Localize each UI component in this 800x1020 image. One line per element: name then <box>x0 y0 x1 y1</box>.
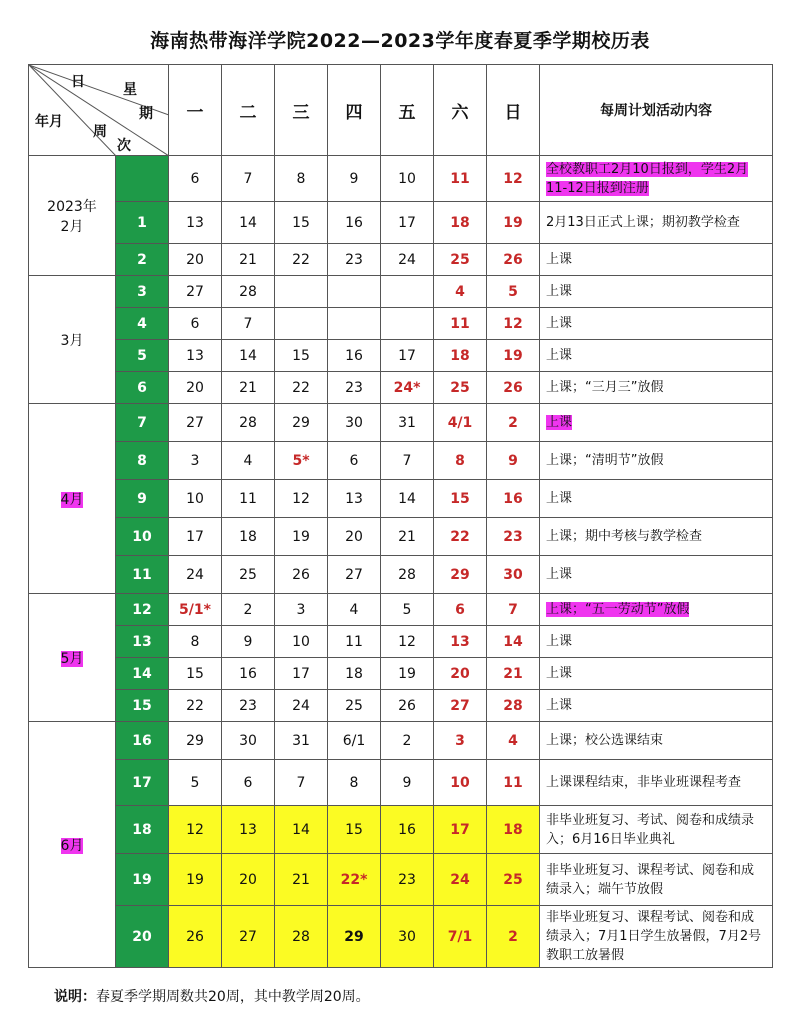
date-cell-wed: 19 <box>275 518 328 556</box>
date-cell-fri: 10 <box>381 156 434 202</box>
date-cell-fri: 28 <box>381 556 434 594</box>
date-cell-mon: 8 <box>169 626 222 658</box>
date-cell-sat: 17 <box>434 806 487 854</box>
date-cell-sat: 8 <box>434 442 487 480</box>
corner-header <box>29 65 169 156</box>
date-cell-mon: 13 <box>169 202 222 244</box>
activity-text: 非毕业班复习、课程考试、阅卷和成绩录入；7月1日学生放暑假，7月2号教职工放暑假 <box>546 910 762 963</box>
date-cell-wed <box>275 276 328 308</box>
activity-cell <box>540 760 773 806</box>
date-cell-fri: 7 <box>381 442 434 480</box>
date-cell-tue: 9 <box>222 626 275 658</box>
week-number-cell: 8 <box>116 442 169 480</box>
activity-text: 上课 <box>546 698 573 713</box>
activity-cell <box>540 594 773 626</box>
activity-text: 上课；期中考核与教学检查 <box>546 529 703 544</box>
date-cell-thu: 6 <box>328 442 381 480</box>
day-header-mon: 一 <box>169 65 222 156</box>
date-cell-sun: 9 <box>487 442 540 480</box>
date-cell-wed: 29 <box>275 404 328 442</box>
table-row <box>29 276 773 308</box>
date-cell-tue: 21 <box>222 244 275 276</box>
week-number-cell: 7 <box>116 404 169 442</box>
date-cell-wed: 21 <box>275 854 328 906</box>
date-cell-mon: 10 <box>169 480 222 518</box>
date-cell-thu: 4 <box>328 594 381 626</box>
date-cell-sun: 7 <box>487 594 540 626</box>
week-number-cell <box>116 156 169 202</box>
week-number-cell: 10 <box>116 518 169 556</box>
table-row <box>29 854 773 906</box>
month-cell <box>29 594 116 722</box>
date-cell-tue: 30 <box>222 722 275 760</box>
date-cell-fri: 16 <box>381 806 434 854</box>
month-cell <box>29 276 116 404</box>
activity-cell <box>540 308 773 340</box>
date-cell-tue: 27 <box>222 906 275 968</box>
table-row <box>29 658 773 690</box>
activity-cell <box>540 340 773 372</box>
table-row <box>29 760 773 806</box>
table-row <box>29 244 773 276</box>
week-number-cell: 1 <box>116 202 169 244</box>
date-cell-sun: 26 <box>487 372 540 404</box>
date-cell-thu: 25 <box>328 690 381 722</box>
activity-text: 非毕业班复习、考试、阅卷和成绩录入；6月16日毕业典礼 <box>546 812 755 847</box>
date-cell-wed: 10 <box>275 626 328 658</box>
date-cell-tue: 18 <box>222 518 275 556</box>
date-cell-sun: 12 <box>487 308 540 340</box>
date-cell-thu: 23 <box>328 372 381 404</box>
date-cell-thu: 6/1 <box>328 722 381 760</box>
date-cell-sat: 20 <box>434 658 487 690</box>
month-cell <box>29 722 116 968</box>
date-cell-sat: 29 <box>434 556 487 594</box>
date-cell-thu: 15 <box>328 806 381 854</box>
week-number-cell: 19 <box>116 854 169 906</box>
date-cell-sun: 4 <box>487 722 540 760</box>
date-cell-fri: 17 <box>381 202 434 244</box>
activity-cell <box>540 442 773 480</box>
footnote-label: 说明： <box>54 989 96 1005</box>
date-cell-sat: 24 <box>434 854 487 906</box>
date-cell-tue: 7 <box>222 156 275 202</box>
date-cell-mon: 15 <box>169 658 222 690</box>
date-cell-sun: 5 <box>487 276 540 308</box>
activity-text: 上课 <box>546 284 573 299</box>
activity-cell <box>540 518 773 556</box>
day-header-fri: 五 <box>381 65 434 156</box>
footnote <box>54 986 370 1006</box>
activity-cell <box>540 854 773 906</box>
activity-cell <box>540 906 773 968</box>
date-cell-sat: 18 <box>434 340 487 372</box>
date-cell-tue: 28 <box>222 276 275 308</box>
date-cell-mon: 3 <box>169 442 222 480</box>
date-cell-mon: 5 <box>169 760 222 806</box>
page-title: 海南热带海洋学院2022—2023学年度春夏季学期校历表 <box>150 30 650 52</box>
activity-cell <box>540 156 773 202</box>
date-cell-thu: 13 <box>328 480 381 518</box>
activity-cell <box>540 658 773 690</box>
activity-cell <box>540 404 773 442</box>
calendar-body <box>29 156 773 968</box>
activity-text: 上课；“三月三”放假 <box>546 380 664 395</box>
date-cell-sat: 15 <box>434 480 487 518</box>
date-cell-sat: 25 <box>434 244 487 276</box>
date-cell-mon: 6 <box>169 156 222 202</box>
week-number-cell: 3 <box>116 276 169 308</box>
date-cell-thu: 27 <box>328 556 381 594</box>
week-number-cell: 14 <box>116 658 169 690</box>
week-number-cell: 11 <box>116 556 169 594</box>
day-header-wed: 三 <box>275 65 328 156</box>
date-cell-sat: 4 <box>434 276 487 308</box>
activity-text: 上课 <box>546 348 573 363</box>
date-cell-tue: 2 <box>222 594 275 626</box>
table-row <box>29 556 773 594</box>
header-row <box>29 65 773 156</box>
date-cell-fri: 24* <box>381 372 434 404</box>
day-header-thu: 四 <box>328 65 381 156</box>
date-cell-fri: 26 <box>381 690 434 722</box>
date-cell-fri: 12 <box>381 626 434 658</box>
date-cell-wed: 14 <box>275 806 328 854</box>
date-cell-wed: 17 <box>275 658 328 690</box>
date-cell-fri: 23 <box>381 854 434 906</box>
activity-cell <box>540 690 773 722</box>
corner-xing: 星 <box>123 82 137 98</box>
date-cell-mon: 5/1* <box>169 594 222 626</box>
table-row <box>29 308 773 340</box>
week-number-cell: 12 <box>116 594 169 626</box>
table-row <box>29 906 773 968</box>
date-cell-tue: 7 <box>222 308 275 340</box>
week-number-cell: 9 <box>116 480 169 518</box>
date-cell-sat: 6 <box>434 594 487 626</box>
date-cell-mon: 27 <box>169 404 222 442</box>
week-number-cell: 13 <box>116 626 169 658</box>
date-cell-tue: 21 <box>222 372 275 404</box>
table-row <box>29 404 773 442</box>
date-cell-wed: 5* <box>275 442 328 480</box>
date-cell-sat: 22 <box>434 518 487 556</box>
date-cell-thu <box>328 308 381 340</box>
activity-cell <box>540 722 773 760</box>
corner-ri: 日 <box>71 74 85 90</box>
date-cell-fri: 24 <box>381 244 434 276</box>
date-cell-mon: 6 <box>169 308 222 340</box>
date-cell-mon: 29 <box>169 722 222 760</box>
date-cell-thu: 18 <box>328 658 381 690</box>
date-cell-tue: 16 <box>222 658 275 690</box>
activity-cell <box>540 626 773 658</box>
date-cell-tue: 23 <box>222 690 275 722</box>
week-number-cell: 17 <box>116 760 169 806</box>
activity-text: 上课 <box>546 666 573 681</box>
date-cell-wed: 22 <box>275 244 328 276</box>
date-cell-sun: 19 <box>487 202 540 244</box>
date-cell-fri <box>381 276 434 308</box>
date-cell-sun: 23 <box>487 518 540 556</box>
date-cell-mon: 20 <box>169 244 222 276</box>
day-header-sat: 六 <box>434 65 487 156</box>
date-cell-thu: 16 <box>328 340 381 372</box>
activity-cell <box>540 202 773 244</box>
activity-cell <box>540 244 773 276</box>
date-cell-tue: 28 <box>222 404 275 442</box>
date-cell-sun: 25 <box>487 854 540 906</box>
school-calendar-table <box>28 64 773 968</box>
date-cell-wed: 15 <box>275 202 328 244</box>
date-cell-wed: 15 <box>275 340 328 372</box>
activity-cell <box>540 556 773 594</box>
date-cell-sat: 11 <box>434 156 487 202</box>
date-cell-sun: 12 <box>487 156 540 202</box>
week-number-cell: 6 <box>116 372 169 404</box>
week-number-cell: 5 <box>116 340 169 372</box>
date-cell-thu <box>328 276 381 308</box>
day-header-sun: 日 <box>487 65 540 156</box>
date-cell-sat: 10 <box>434 760 487 806</box>
date-cell-thu: 20 <box>328 518 381 556</box>
date-cell-mon: 17 <box>169 518 222 556</box>
date-cell-sat: 13 <box>434 626 487 658</box>
date-cell-sun: 21 <box>487 658 540 690</box>
table-row <box>29 202 773 244</box>
date-cell-mon: 20 <box>169 372 222 404</box>
date-cell-sun: 2 <box>487 906 540 968</box>
table-row <box>29 340 773 372</box>
activity-text: 上课 <box>546 316 573 331</box>
month-label: 3月 <box>60 332 84 349</box>
date-cell-sun: 26 <box>487 244 540 276</box>
table-row <box>29 594 773 626</box>
date-cell-wed <box>275 308 328 340</box>
date-cell-fri: 30 <box>381 906 434 968</box>
date-cell-sat: 11 <box>434 308 487 340</box>
activity-text: 上课 <box>546 415 573 430</box>
date-cell-thu: 11 <box>328 626 381 658</box>
date-cell-tue: 13 <box>222 806 275 854</box>
activity-text: 上课课程结束，非毕业班课程考查 <box>546 775 742 790</box>
activity-text: 上课 <box>546 634 573 649</box>
activity-header: 每周计划活动内容 <box>540 65 773 156</box>
table-row <box>29 372 773 404</box>
date-cell-thu: 16 <box>328 202 381 244</box>
date-cell-tue: 20 <box>222 854 275 906</box>
date-cell-fri <box>381 308 434 340</box>
table-row <box>29 626 773 658</box>
date-cell-mon: 24 <box>169 556 222 594</box>
activity-text: 全校教职工2月10日报到，学生2月11-12日报到注册 <box>546 161 749 196</box>
date-cell-mon: 26 <box>169 906 222 968</box>
corner-zhou: 周 <box>93 124 107 140</box>
date-cell-fri: 9 <box>381 760 434 806</box>
date-cell-tue: 14 <box>222 202 275 244</box>
footnote-text: 春夏季学期周数共20周，其中教学周20周。 <box>96 989 370 1005</box>
month-cell <box>29 404 116 594</box>
date-cell-wed: 7 <box>275 760 328 806</box>
date-cell-sat: 4/1 <box>434 404 487 442</box>
date-cell-wed: 24 <box>275 690 328 722</box>
date-cell-sun: 11 <box>487 760 540 806</box>
corner-qi: 期 <box>139 106 153 122</box>
activity-text: 2月13日正式上课；期初教学检查 <box>546 215 740 230</box>
date-cell-thu: 30 <box>328 404 381 442</box>
activity-text: 上课 <box>546 491 573 506</box>
date-cell-wed: 28 <box>275 906 328 968</box>
date-cell-wed: 22 <box>275 372 328 404</box>
month-cell <box>29 156 116 276</box>
date-cell-sun: 19 <box>487 340 540 372</box>
date-cell-fri: 5 <box>381 594 434 626</box>
date-cell-mon: 19 <box>169 854 222 906</box>
week-number-cell: 18 <box>116 806 169 854</box>
date-cell-thu: 8 <box>328 760 381 806</box>
table-row <box>29 156 773 202</box>
date-cell-fri: 21 <box>381 518 434 556</box>
date-cell-sun: 2 <box>487 404 540 442</box>
date-cell-tue: 25 <box>222 556 275 594</box>
activity-text: 上课 <box>546 252 573 267</box>
corner-ci: 次 <box>117 138 131 154</box>
date-cell-tue: 6 <box>222 760 275 806</box>
date-cell-wed: 12 <box>275 480 328 518</box>
day-header-tue: 二 <box>222 65 275 156</box>
date-cell-fri: 17 <box>381 340 434 372</box>
table-row <box>29 722 773 760</box>
date-cell-fri: 31 <box>381 404 434 442</box>
month-label: 4月 <box>60 491 84 508</box>
activity-text: 上课；校公选课结束 <box>546 733 664 748</box>
date-cell-thu: 29 <box>328 906 381 968</box>
table-row <box>29 442 773 480</box>
date-cell-wed: 26 <box>275 556 328 594</box>
date-cell-sat: 25 <box>434 372 487 404</box>
date-cell-sat: 18 <box>434 202 487 244</box>
activity-cell <box>540 480 773 518</box>
date-cell-mon: 13 <box>169 340 222 372</box>
date-cell-fri: 14 <box>381 480 434 518</box>
date-cell-mon: 12 <box>169 806 222 854</box>
date-cell-mon: 27 <box>169 276 222 308</box>
date-cell-fri: 2 <box>381 722 434 760</box>
date-cell-mon: 22 <box>169 690 222 722</box>
activity-text: 上课；“清明节”放假 <box>546 453 664 468</box>
table-row <box>29 518 773 556</box>
date-cell-thu: 22* <box>328 854 381 906</box>
activity-cell <box>540 806 773 854</box>
week-number-cell: 15 <box>116 690 169 722</box>
date-cell-thu: 23 <box>328 244 381 276</box>
activity-text: 上课；“五一劳动节”放假 <box>546 602 690 617</box>
activity-cell <box>540 372 773 404</box>
date-cell-sat: 7/1 <box>434 906 487 968</box>
date-cell-tue: 14 <box>222 340 275 372</box>
week-number-cell: 16 <box>116 722 169 760</box>
date-cell-sun: 14 <box>487 626 540 658</box>
activity-text: 上课 <box>546 567 573 582</box>
table-row <box>29 690 773 722</box>
activity-text: 非毕业班复习、课程考试、阅卷和成绩录入；端午节放假 <box>546 862 755 897</box>
month-label: 5月 <box>60 650 84 667</box>
activity-cell <box>540 276 773 308</box>
month-label: 6月 <box>60 837 84 854</box>
date-cell-thu: 9 <box>328 156 381 202</box>
corner-nian-yue: 年月 <box>35 114 63 130</box>
date-cell-wed: 3 <box>275 594 328 626</box>
date-cell-tue: 11 <box>222 480 275 518</box>
date-cell-sun: 16 <box>487 480 540 518</box>
month-label: 2023年 2月 <box>47 198 97 235</box>
date-cell-sun: 18 <box>487 806 540 854</box>
week-number-cell: 20 <box>116 906 169 968</box>
table-row <box>29 806 773 854</box>
date-cell-sat: 27 <box>434 690 487 722</box>
week-number-cell: 4 <box>116 308 169 340</box>
date-cell-wed: 8 <box>275 156 328 202</box>
date-cell-fri: 19 <box>381 658 434 690</box>
week-number-cell: 2 <box>116 244 169 276</box>
table-row <box>29 480 773 518</box>
date-cell-wed: 31 <box>275 722 328 760</box>
date-cell-sun: 28 <box>487 690 540 722</box>
date-cell-tue: 4 <box>222 442 275 480</box>
date-cell-sun: 30 <box>487 556 540 594</box>
date-cell-sat: 3 <box>434 722 487 760</box>
